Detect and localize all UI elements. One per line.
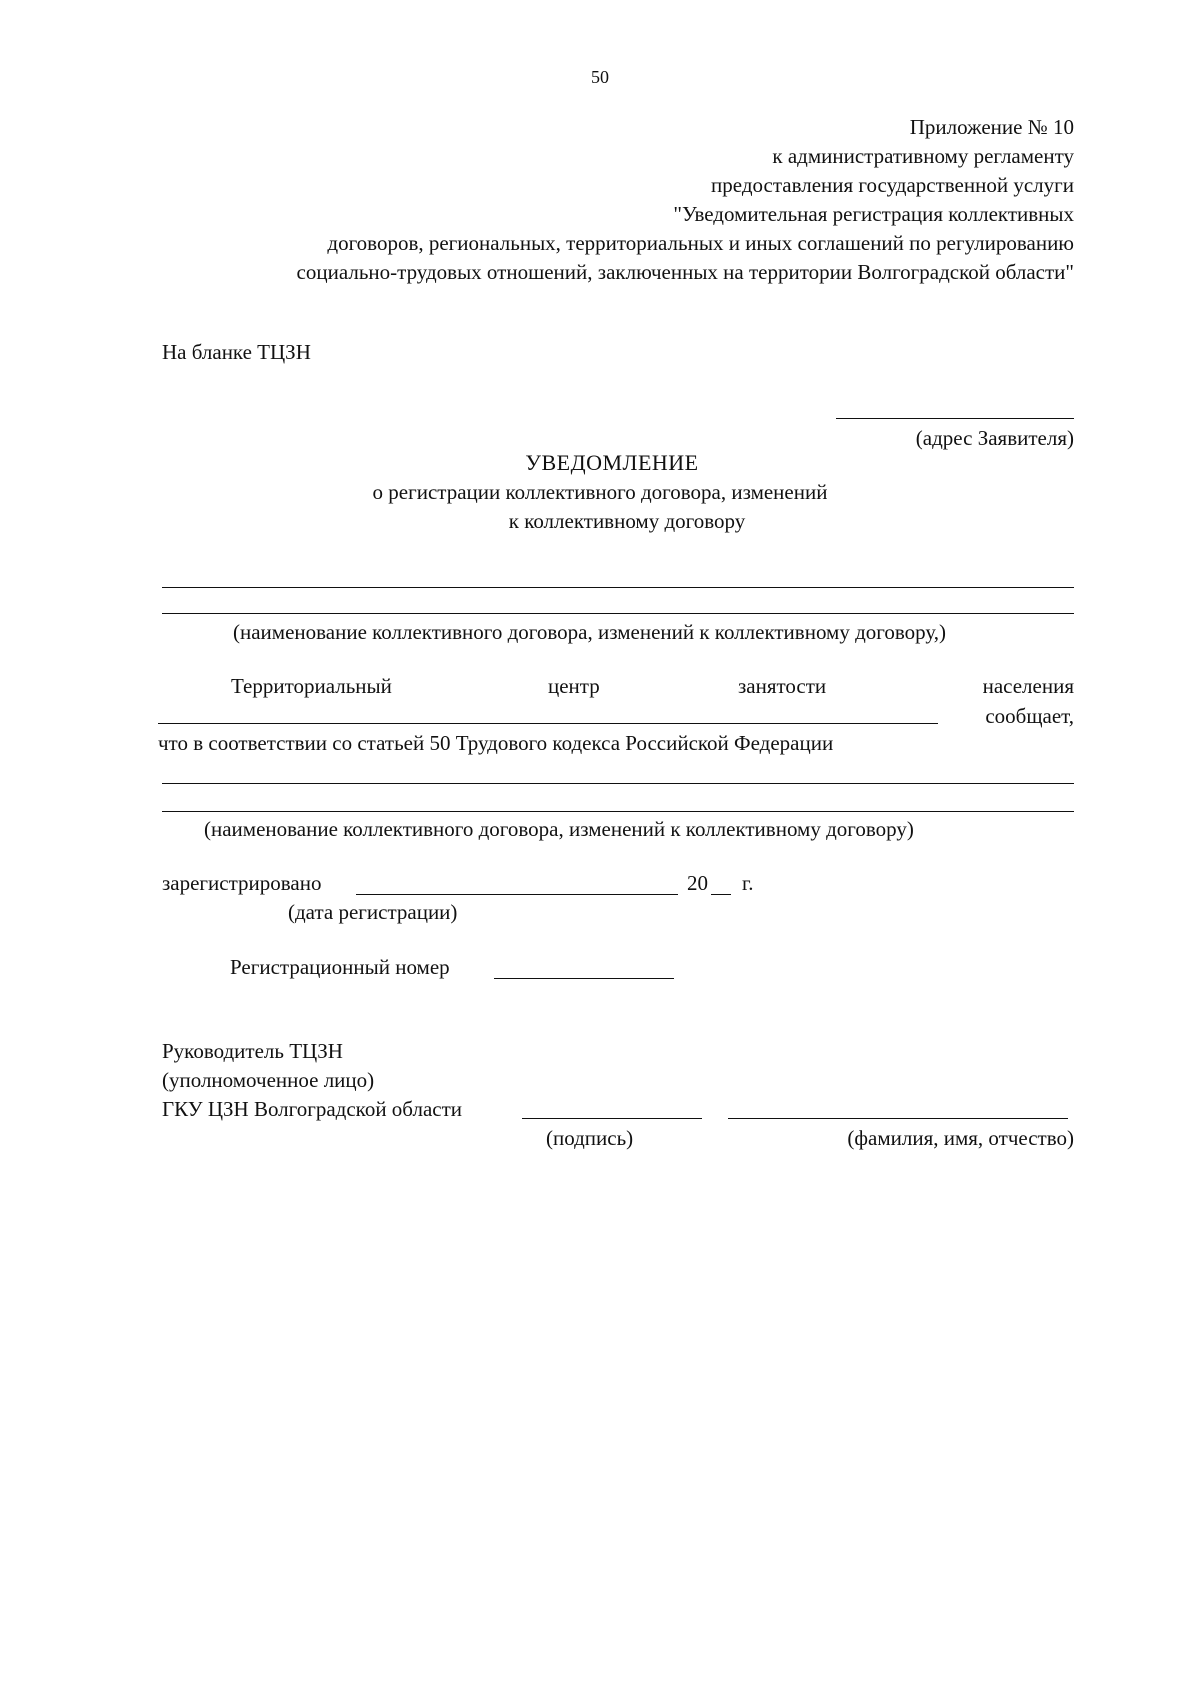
registration-number-line: [494, 978, 674, 979]
appendix-line: договоров, региональных, территориальных и иных соглашений по регулированию: [327, 231, 1074, 255]
contract-name-caption: (наименование коллективного договора, изменений к коллективному договору): [204, 817, 914, 841]
contract-name-line: [162, 587, 1074, 588]
document-title: УВЕДОМЛЕНИЕ: [525, 450, 699, 475]
contract-name-line: [162, 613, 1074, 614]
contract-name-line: [162, 783, 1074, 784]
full-name-caption: (фамилия, имя, отчество): [847, 1126, 1074, 1150]
body-word: центр: [548, 674, 600, 698]
document-subtitle-line2: к коллективному договору: [508, 509, 746, 533]
appendix-line: "Уведомительная регистрация коллективных: [673, 202, 1074, 226]
signature-line: [522, 1118, 702, 1119]
appendix-line: социально-трудовых отношений, заключенных на территории Волгоградской области": [296, 260, 1074, 284]
body-word: Территориальный: [231, 674, 392, 698]
registration-date-caption: (дата регистрации): [288, 900, 458, 924]
document-subtitle-line1: о регистрации коллективного договора, изменений: [372, 480, 828, 504]
page-number: 50: [591, 67, 609, 87]
body-line2: что в соответствии со статьей 50 Трудового кодекса Российской Федерации: [158, 731, 834, 755]
year-prefix: 20: [687, 871, 708, 895]
appendix-line: Приложение № 10: [909, 115, 1074, 139]
appendix-line: предоставления государственной услуги: [711, 173, 1074, 197]
body-word: занятости: [738, 674, 827, 698]
signature-title-line1: Руководитель ТЦЗН: [162, 1039, 343, 1063]
full-name-line: [728, 1118, 1068, 1119]
body-word: населения: [982, 674, 1074, 698]
registration-date-line: [356, 894, 678, 895]
registered-label: зарегистрировано: [162, 871, 322, 895]
signature-title-line3: ГКУ ЦЗН Волгоградской области: [162, 1097, 463, 1121]
applicant-address-line: [836, 418, 1074, 419]
signature-title-line2: (уполномоченное лицо): [162, 1068, 375, 1092]
body-word: сообщает,: [985, 704, 1074, 728]
letterhead-note: На бланке ТЦЗН: [162, 340, 311, 364]
appendix-line: к административному регламенту: [772, 144, 1074, 168]
applicant-address-caption: (адрес Заявителя): [915, 426, 1074, 450]
year-blank-line: [711, 894, 731, 895]
year-suffix: г.: [742, 871, 754, 895]
contract-name-caption: (наименование коллективного договора, изменений к коллективному договору,): [233, 620, 946, 644]
signature-caption: (подпись): [546, 1126, 634, 1150]
center-name-line: [158, 723, 938, 724]
registration-number-label: Регистрационный номер: [230, 955, 450, 979]
contract-name-line: [162, 811, 1074, 812]
